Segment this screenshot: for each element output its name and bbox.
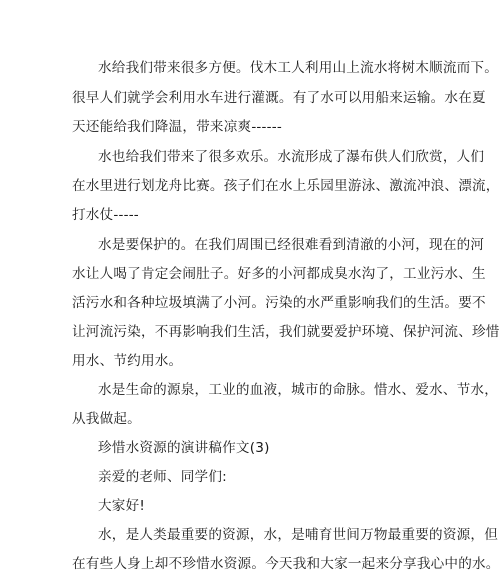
paragraph-1-line-2: 很早人们就学会利用水车进行灌溉。有了水可以用船来运输。水在夏: [72, 90, 486, 106]
paragraph-2-line-3: 打水仗-----: [72, 207, 139, 223]
paragraph-2-line-1: 水也给我们带来了很多欢乐。水流形成了瀑布供人们欣赏，人们: [98, 149, 485, 165]
paragraph-3-line-3: 活污水和各种垃圾填满了小河。污染的水严重影响我们的生活。要不: [72, 295, 486, 311]
section-title: 珍惜水资源的演讲稿作文(3): [98, 440, 270, 456]
paragraph-5-line-2: 在有些人身上却不珍惜水资源。今天我和大家一起来分享我心中的水。: [72, 556, 500, 572]
paragraph-3-line-5: 用水、节约用水。: [72, 353, 183, 369]
paragraph-2-line-2: 在水里进行划龙舟比赛。孩子们在水上乐园里游泳、激流冲浪、漂流，: [72, 178, 500, 194]
paragraph-3-line-1: 水是要保护的。在我们周围已经很难看到清澈的小河，现在的河: [98, 237, 485, 253]
paragraph-4-line-2: 从我做起。: [72, 411, 141, 427]
paragraph-3-line-4: 让河流污染，不再影响我们生活，我们就要爱护环境、保护河流、珍惜: [72, 324, 500, 340]
paragraph-1-line-3: 天还能给我们降温，带来凉爽------: [72, 119, 282, 135]
paragraph-3-line-2: 水让人喝了肯定会闹肚子。好多的小河都成臭水沟了，工业污水、生: [72, 266, 486, 282]
greeting: 大家好!: [98, 498, 146, 514]
salutation: 亲爱的老师、同学们:: [98, 469, 227, 485]
paragraph-1-line-1: 水给我们带来很多方便。伐木工人利用山上流水将树木顺流而下。: [98, 60, 499, 76]
paragraph-5-line-1: 水，是人类最重要的资源，水，是哺育世间万物最重要的资源，但: [98, 527, 499, 543]
paragraph-4-line-1: 水是生命的源泉，工业的血液，城市的命脉。惜水、爱水、节水，: [98, 382, 499, 398]
